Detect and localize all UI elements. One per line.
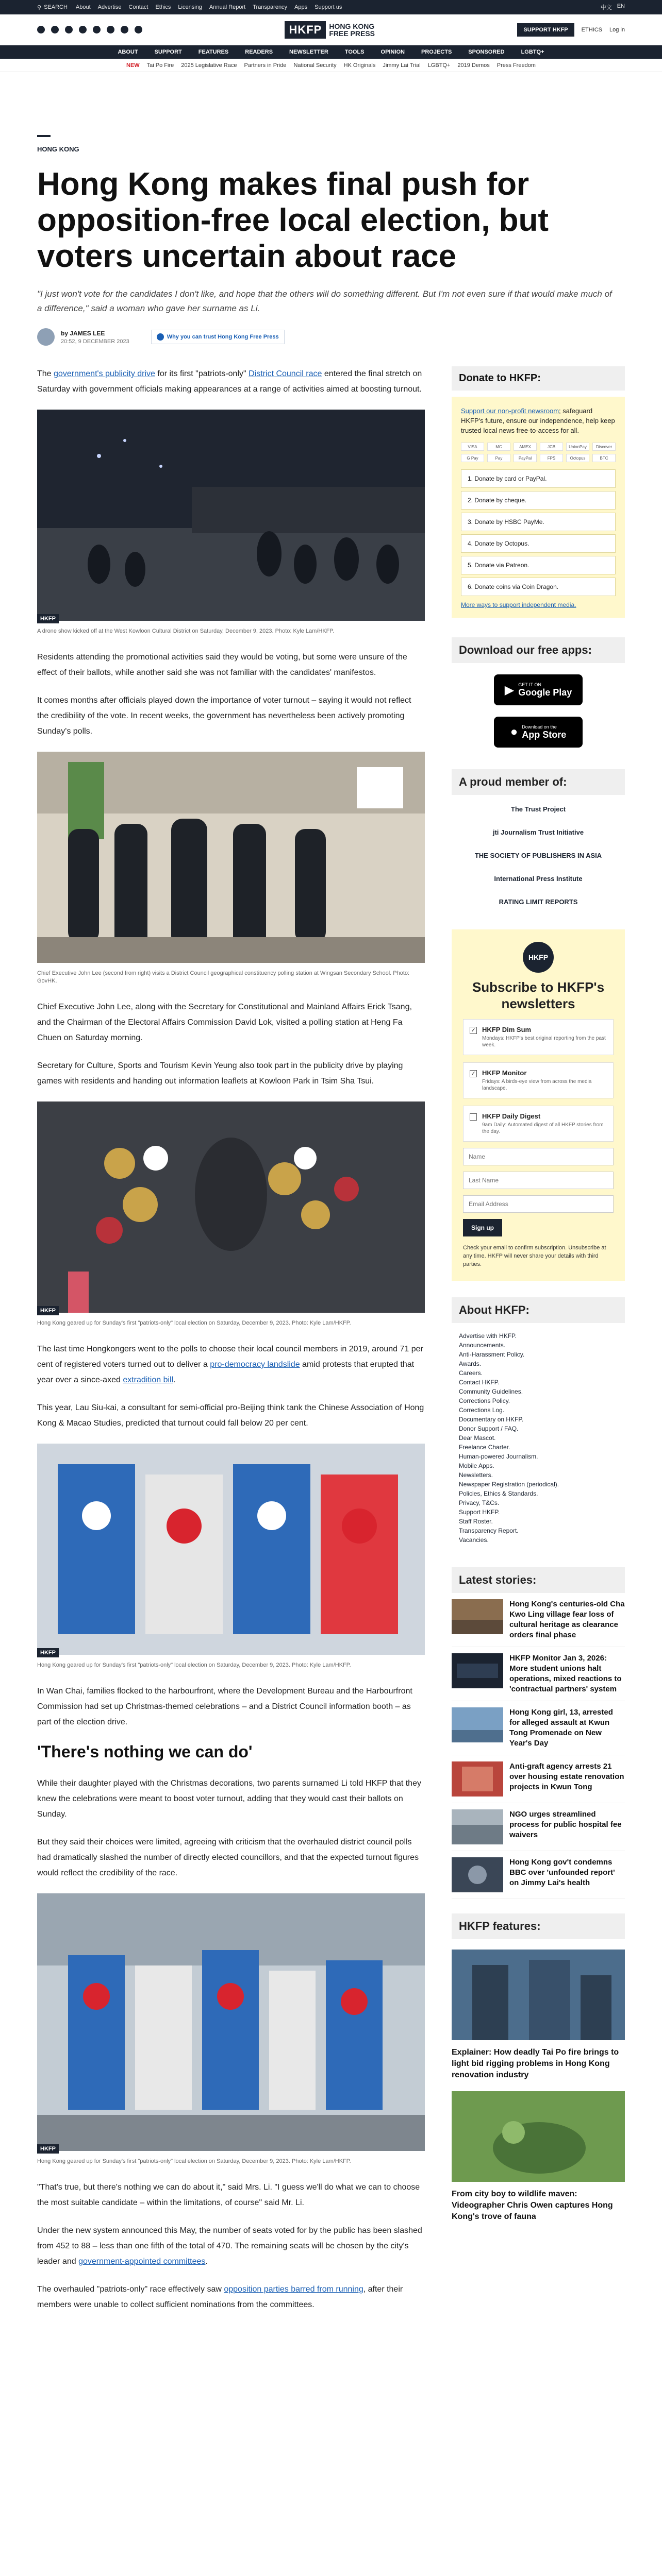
nav-item-about[interactable]: ABOUT (118, 49, 138, 55)
rss-icon[interactable] (135, 26, 142, 33)
payment-methods (461, 443, 616, 462)
instagram-icon[interactable] (65, 26, 73, 33)
author-prefix: by (61, 329, 69, 337)
utility-link[interactable]: Ethics (155, 4, 171, 10)
paragraph (37, 2282, 425, 2313)
sign-up-button[interactable]: Sign up (463, 1219, 502, 1236)
about-link[interactable]: Staff Roster. (459, 1518, 493, 1525)
photo-christmas-decorations (37, 1101, 425, 1313)
photo-badge: HKFP (37, 1306, 59, 1315)
nav-item-lgbtq[interactable]: LGBTQ+ (521, 49, 544, 55)
about-link[interactable]: Careers. (459, 1369, 483, 1377)
feature-title: From city boy to wildlife maven: Videographer Chris Owen captures Hong Kong's trove of fauna (452, 2190, 613, 2221)
newsletter-option-desc: 9am Daily: Automated digest of all HKFP stories from the day. (482, 1122, 604, 1134)
author-name[interactable]: JAMES LEE (70, 329, 105, 337)
latest-stories (452, 1567, 625, 1899)
article-headline: Hong Kong makes final push for opposition-free local election, but voters uncertain about race (37, 166, 549, 274)
byline-text (61, 330, 129, 345)
topic-link[interactable]: National Security (293, 62, 337, 69)
about-link[interactable]: Transparency Report. (459, 1527, 519, 1534)
donate-intro-link[interactable]: Support our non-profit newsroom (461, 407, 559, 415)
topic-link[interactable]: LGBTQ+ (427, 62, 451, 69)
newsletter-option-name: HKFP Dim Sum (482, 1026, 532, 1033)
utility-link[interactable]: About (75, 4, 91, 10)
donate-option[interactable]: 2. Donate by cheque. (461, 491, 616, 510)
utility-link[interactable]: Transparency (253, 4, 288, 10)
site-logo[interactable] (285, 21, 375, 39)
about-link[interactable]: Advertise with HKFP. (459, 1332, 517, 1340)
donate-heading: Donate to HKFP: (452, 366, 625, 391)
about-links (452, 1323, 625, 1553)
newsletter-option-name: HKFP Monitor (482, 1069, 527, 1077)
about-link[interactable]: Privacy, T&Cs. (459, 1499, 500, 1506)
paragraph (37, 366, 425, 397)
newsletter-checkbox[interactable]: ✓ (470, 1070, 477, 1077)
google-play-big: Google Play (518, 687, 572, 698)
nav-item-tools[interactable]: TOOLS (344, 49, 365, 55)
payment-method-icon: Discover (592, 443, 616, 451)
about-link[interactable]: Corrections Policy. (459, 1397, 510, 1404)
inline-link[interactable]: government's publicity drive (54, 369, 155, 378)
photo-caption: Hong Kong geared up for Sunday's first "patriots-only" local election on Saturday, December 9, 2023. Photo: Kyle Lam/HKFP. (37, 1320, 351, 1326)
inline-link[interactable]: pro-democracy landslide (210, 1360, 300, 1369)
about-link[interactable]: Community Guidelines. (459, 1388, 523, 1395)
top-utility-bar (0, 0, 662, 14)
google-play-small: GET IT ON (518, 682, 541, 687)
donate-option[interactable]: 5. Donate via Patreon. (461, 556, 616, 574)
info-icon (157, 333, 164, 341)
more-ways-link[interactable]: More ways to support independent media. (461, 601, 576, 608)
threads-icon[interactable] (93, 26, 101, 33)
social-links (37, 26, 142, 33)
topic-nav (0, 59, 662, 72)
utility-links (76, 4, 601, 10)
about-link[interactable]: Corrections Log. (459, 1406, 505, 1414)
search-toggle[interactable] (37, 4, 68, 11)
paragraph: It comes months after officials played down the importance of voter turnout – saying it would not reflect the credibility of the vote. In recent weeks, the government has nevertheless been actively promoting Sunday's polls. (37, 696, 411, 736)
feature-card[interactable] (452, 1950, 625, 2081)
donate-options (461, 469, 616, 596)
nav-item-projects[interactable]: PROJECTS (421, 49, 452, 55)
trust-link[interactable] (151, 330, 285, 344)
logo-wordmark (329, 23, 375, 37)
topic-link[interactable]: 2019 Demos (457, 62, 490, 69)
about-heading: About HKFP: (452, 1297, 625, 1323)
donate-intro-text: ; safeguard HKFP's future, ensure our independence, help keep trusted local news free-to-access for all. (461, 407, 615, 434)
app-store-button[interactable] (494, 717, 583, 748)
payment-method-icon: JCB (540, 443, 563, 451)
newsletter-option-desc: Fridays: A birds-eye view from across the media landscape. (482, 1079, 592, 1091)
paragraph: In Wan Chai, families flocked to the harbourfront, where the Development Bureau and the Harbourfront Commission had set up Christmas-themed celebrations – and a District Council information booth – as part of the election drive. (37, 1687, 412, 1726)
first-name-field[interactable] (463, 1148, 614, 1165)
app-store-small: Download on the (522, 724, 557, 730)
article-dek: "I just won't vote for the candidates I don't like, and hope that the others will do something different. But I'm not even sure if that would make much of a difference," said a woman who gave her surname as Li. (37, 289, 612, 313)
language-option[interactable]: 中文 (600, 5, 612, 11)
topic-link[interactable]: Partners in Pride (244, 62, 287, 69)
nav-item-opinion[interactable]: OPINION (380, 49, 405, 55)
paragraph-text: . (173, 1376, 176, 1384)
story-thumbnail (452, 1653, 503, 1688)
utility-link[interactable]: Support us (315, 4, 342, 10)
donate-box (452, 397, 625, 618)
nav-item-newsletter[interactable]: NEWSLETTER (289, 49, 328, 55)
about-link[interactable]: Announcements. (459, 1342, 506, 1349)
photo-campaign-banners (37, 1444, 425, 1655)
utility-link[interactable]: Contact (128, 4, 148, 10)
photo-drone-show (37, 410, 425, 621)
mastodon-icon[interactable] (121, 26, 128, 33)
story-thumbnail (452, 1809, 503, 1844)
logo-line1: HONG KONG (329, 22, 375, 30)
article-photo[interactable] (37, 1893, 425, 2154)
app-store-label (522, 724, 566, 740)
search-icon: ⚲ (37, 4, 42, 11)
latest-heading: Latest stories: (452, 1567, 625, 1593)
newsletter-checkbox[interactable] (470, 1113, 477, 1121)
latest-story-title: Anti-graft agency arrests 21 over housing estate renovation projects in Kwun Tong (509, 1762, 624, 1791)
latest-story[interactable] (452, 1803, 625, 1851)
nav-item-support[interactable]: SUPPORT (154, 49, 182, 55)
newsletter-option-text (482, 1112, 607, 1135)
article-photo[interactable] (37, 1101, 425, 1315)
youtube-icon[interactable] (79, 26, 87, 33)
article-photo[interactable] (37, 752, 425, 965)
paragraph: Secretary for Culture, Sports and Tourism Kevin Yeung also took part in the publicity drive by playing games with residents and handing out information leaflets at Kowloon Park in Tsim Sha Tsui. (37, 1061, 403, 1086)
about-link[interactable]: Documentary on HKFP. (459, 1416, 524, 1423)
search-label: SEARCH (44, 4, 68, 10)
latest-story[interactable] (452, 1851, 625, 1899)
about-link[interactable]: Freelance Charter. (459, 1444, 510, 1451)
paragraph: Residents attending the promotional activities said they would be voting, but some were unsure of the effect of their ballots, while another said she was not familiar with the candidates' manifestos. (37, 653, 407, 677)
article-header (0, 135, 662, 346)
feature-title: Explainer: How deadly Tai Po fire brings to light bid rigging problems in Hong Kong renovation industry (452, 2048, 619, 2079)
paragraph-text: . (205, 2257, 208, 2266)
feature-image (452, 1950, 625, 2040)
paragraph-text: Under the new system announced this May, the number of seats voted for by the public has been slashed from 452 to 88 – less than one fifth of the total of 470. The remaining seats will be chosen by the city's leader and (37, 2226, 422, 2266)
newsletter-option-desc: Mondays: HKFP's best original reporting from the past week. (482, 1036, 606, 1048)
language-switcher (601, 3, 625, 11)
membership-section (452, 769, 625, 916)
topic-link[interactable]: 2025 Legislative Race (181, 62, 237, 69)
photo-caption: Chief Executive John Lee (second from right) visits a District Council geographical constituency polling station at Wingsan Secondary School. Photo: GovHK. (37, 970, 410, 984)
paragraph (37, 2223, 425, 2269)
google-play-button[interactable] (494, 674, 583, 705)
topic-link[interactable]: Press Freedom (496, 62, 536, 69)
photo-caption: Hong Kong geared up for Sunday's first "patriots-only" local election on Saturday, December 9, 2023. Photo: Kyle Lam/HKFP. (37, 1662, 351, 1668)
latest-story[interactable] (452, 1647, 625, 1701)
facebook-icon[interactable] (37, 26, 45, 33)
paragraph: Chief Executive John Lee, along with the Secretary for Constitutional and Mainland Affairs Erick Tsang, and the Chairman of the Electoral Affairs Commission David Lok, visited a polling station at Heng Fa Chuen on Saturday morning. (37, 1003, 412, 1042)
article-body (37, 366, 425, 2325)
about-link[interactable]: Awards. (459, 1360, 482, 1367)
photo-canvassers (37, 1893, 425, 2151)
newsletter-option[interactable] (463, 1062, 614, 1098)
latest-story[interactable] (452, 1701, 625, 1755)
article-photo[interactable] (37, 410, 425, 623)
nav-item-features[interactable]: FEATURES (198, 49, 229, 55)
photo-badge: HKFP (37, 1648, 59, 1657)
publish-date: 20:52, 9 DECEMBER 2023 (61, 338, 129, 345)
paragraph: This year, Lau Siu-kai, a consultant for semi-official pro-Beijing think tank the Chinese Association of Hong Kong & Macao Studies, predicted that turnout could fall below 20 per cent. (37, 1403, 424, 1428)
inline-link[interactable]: opposition parties barred from running (224, 2285, 363, 2294)
payment-method-icon: AMEX (514, 443, 537, 451)
logo-line2: FREE PRESS (329, 29, 375, 38)
payment-method-icon: BTC (592, 454, 616, 462)
newsletter-option[interactable] (463, 1106, 614, 1142)
paragraph-text: amid protests that erupted that year over a since-axed (37, 1360, 415, 1384)
newsletter-option-name: HKFP Daily Digest (482, 1112, 541, 1120)
about-link[interactable]: Mobile Apps. (459, 1462, 494, 1469)
trust-link-label: Why you can trust Hong Kong Free Press (167, 334, 279, 340)
member-logo[interactable]: jti Journalism Trust Initiative (492, 828, 584, 836)
paragraph-text: The last time Hongkongers went to the polls to choose their local council members in 2019, around 71 per cent of registered voters turned out to deliver a (37, 1345, 423, 1369)
about-link[interactable]: Newspaper Registration (periodical). (459, 1481, 559, 1488)
story-thumbnail (452, 1761, 503, 1797)
paragraph-text: The (37, 369, 54, 378)
masthead (0, 14, 662, 45)
paragraph-text: entered the final stretch on Saturday with government officials making appearances at a range of activities aimed at boosting turnout. (37, 369, 422, 394)
about-link[interactable]: Anti-Harassment Policy. (459, 1351, 525, 1358)
feature-image (452, 2091, 625, 2182)
payment-method-icon: G Pay (461, 454, 484, 462)
payment-method-icon: VISA (461, 443, 484, 451)
about-section (452, 1297, 625, 1553)
google-play-label (518, 682, 572, 698)
section-subhead: 'There's nothing we can do' (37, 1742, 253, 1761)
about-link[interactable]: Newsletters. (459, 1471, 493, 1479)
donate-option[interactable]: 1. Donate by card or PayPal. (461, 469, 616, 488)
about-link[interactable]: Donor Support / FAQ. (459, 1425, 519, 1432)
story-thumbnail (452, 1857, 503, 1892)
donate-option[interactable]: 3. Donate by HSBC PayMe. (461, 513, 616, 531)
content-layout (0, 366, 662, 2325)
main-nav (0, 45, 662, 59)
linkedin-icon[interactable] (107, 26, 114, 33)
photo-chief-executive-visit (37, 752, 425, 963)
features-heading: HKFP features: (452, 1913, 625, 1939)
newsletter-signup (452, 929, 625, 1281)
payment-method-icon: Octopus (566, 454, 589, 462)
support-hkfp-button[interactable]: SUPPORT HKFP (517, 23, 574, 37)
utility-link[interactable]: Advertise (97, 4, 122, 10)
article-category[interactable]: HONG KONG (37, 145, 79, 153)
app-store-big: App Store (522, 729, 567, 740)
apple-icon: ● (510, 725, 518, 739)
kicker-rule (37, 135, 51, 137)
nav-item-readers[interactable]: READERS (245, 49, 273, 55)
payment-method-icon: FPS (540, 454, 563, 462)
latest-story-title: HKFP Monitor Jan 3, 2026: More student unions halt operations, mixed reactions to 'contractual partners' system (509, 1654, 622, 1693)
latest-story[interactable] (452, 1593, 625, 1647)
masthead-actions (517, 23, 625, 37)
topic-link[interactable]: Tai Po Fire (146, 62, 174, 69)
ethics-link[interactable]: ETHICS (581, 26, 602, 33)
member-heading: A proud member of: (452, 769, 625, 795)
features-section (452, 1913, 625, 2223)
photo-caption: Hong Kong geared up for Sunday's first "patriots-only" local election on Saturday, December 9, 2023. Photo: Kyle Lam/HKFP. (37, 2158, 351, 2164)
photo-badge: HKFP (37, 614, 59, 623)
inline-link[interactable]: District Council race (249, 369, 322, 378)
article-photo[interactable] (37, 1444, 425, 1657)
newsletter-title: Subscribe to HKFP's newsletters (472, 979, 605, 1011)
paragraph: But they said their choices were limited, agreeing with criticism that the overhauled district council polls had dramatically slashed the number of directly elected councillors, and that the expected turnout figures would reflect the credibility of the race. (37, 1838, 419, 1877)
donate-option[interactable]: 4. Donate by Octopus. (461, 534, 616, 553)
payment-method-icon: Pay (487, 454, 510, 462)
paragraph-text: , after their members were unable to collect sufficient nominations from the committees. (37, 2285, 403, 2309)
photo-caption: A drone show kicked off at the West Kowloon Cultural District on Saturday, December 9, 2023. Photo: Kyle Lam/HKFP. (37, 628, 335, 634)
member-logo[interactable]: RATING LIMIT REPORTS (499, 898, 578, 906)
logo-box: HKFP (285, 21, 326, 39)
about-link[interactable]: Support HKFP. (459, 1509, 500, 1516)
latest-story-title: Hong Kong gov't condemns BBC over 'unfounded report' on Jimmy Lai's health (509, 1858, 615, 1887)
paragraph-text: for its first "patriots-only" (155, 369, 249, 378)
latest-story[interactable] (452, 1755, 625, 1803)
about-link[interactable]: Vacancies. (459, 1536, 489, 1544)
newsletter-option-text (482, 1069, 607, 1092)
sidebar (452, 366, 625, 2325)
login-link[interactable]: Log in (609, 26, 625, 33)
donate-intro (461, 406, 616, 435)
paragraph (37, 1342, 425, 1388)
utility-link[interactable]: Licensing (178, 4, 202, 10)
last-name-field[interactable] (463, 1172, 614, 1189)
byline (37, 328, 625, 346)
inline-link[interactable]: extradition bill (123, 1376, 174, 1384)
payment-method-icon: UnionPay (566, 443, 589, 451)
newsletter-logo: HKFP (523, 942, 554, 973)
member-logo[interactable]: THE SOCIETY OF PUBLISHERS IN ASIA (474, 852, 602, 859)
story-thumbnail (452, 1707, 503, 1742)
latest-story-title: NGO urges streamlined process for public hospital fee waivers (509, 1810, 622, 1839)
about-link[interactable]: Contact HKFP. (459, 1379, 500, 1386)
new-badge: NEW (126, 62, 140, 69)
paragraph: While their daughter played with the Christmas decorations, two parents surnamed Li told HKFP that they knew the celebrations were meant to boost voter turnout, adding that they would cast their ballots on Sunday. (37, 1779, 421, 1819)
about-link[interactable]: Human-powered Journalism. (459, 1453, 538, 1460)
about-link[interactable]: Dear Mascot. (459, 1434, 496, 1442)
donate-option[interactable]: 6. Donate coins via Coin Dragon. (461, 578, 616, 596)
utility-link[interactable]: Apps (294, 4, 308, 10)
paragraph: "That's true, but there's nothing we can do about it," said Mrs. Li. "I guess we'll do what we can to choose the most suitable candidate – within the limitations, of course" said Mr. Li. (37, 2183, 420, 2207)
language-option[interactable]: EN (617, 3, 625, 9)
latest-story-title: Hong Kong's centuries-old Cha Kwo Ling village fear loss of cultural heritage as clearance orders final phase (509, 1600, 625, 1639)
apps-heading: Download our free apps: (452, 637, 625, 663)
newsletter-option[interactable] (463, 1019, 614, 1055)
newsletter-option-text (482, 1026, 607, 1048)
utility-link[interactable]: Annual Report (209, 4, 246, 10)
about-link[interactable]: Policies, Ethics & Standards. (459, 1490, 538, 1497)
email-field[interactable] (463, 1195, 614, 1213)
payment-method-icon: MC (487, 443, 510, 451)
member-logo[interactable]: International Press Institute (494, 875, 583, 883)
paragraph-text: The overhauled "patriots-only" race effectively saw (37, 2285, 224, 2294)
apps-section (452, 637, 625, 748)
story-thumbnail (452, 1599, 503, 1634)
nav-item-sponsored[interactable]: SPONSORED (468, 49, 505, 55)
author-avatar (37, 328, 55, 346)
member-logo[interactable]: The Trust Project (510, 805, 566, 813)
photo-badge: HKFP (37, 2144, 59, 2154)
topic-link[interactable]: HK Originals (343, 62, 376, 69)
inline-link[interactable]: government-appointed committees (78, 2257, 206, 2266)
feature-card[interactable] (452, 2091, 625, 2223)
member-logos (452, 795, 625, 916)
latest-story-title: Hong Kong girl, 13, arrested for alleged assault at Kwun Tong Promenade on New Year's Day (509, 1708, 613, 1748)
payment-method-icon: PayPal (514, 454, 537, 462)
x-twitter-icon[interactable] (51, 26, 59, 33)
newsletter-note: Check your email to confirm subscription. Unsubscribe at any time. HKFP will never share your details with third parties. (463, 1245, 606, 1267)
author-line (61, 330, 129, 337)
play-store-icon: ▶ (504, 683, 515, 697)
topic-link[interactable]: Jimmy Lai Trial (383, 62, 421, 69)
newsletter-checkbox[interactable]: ✓ (470, 1027, 477, 1034)
